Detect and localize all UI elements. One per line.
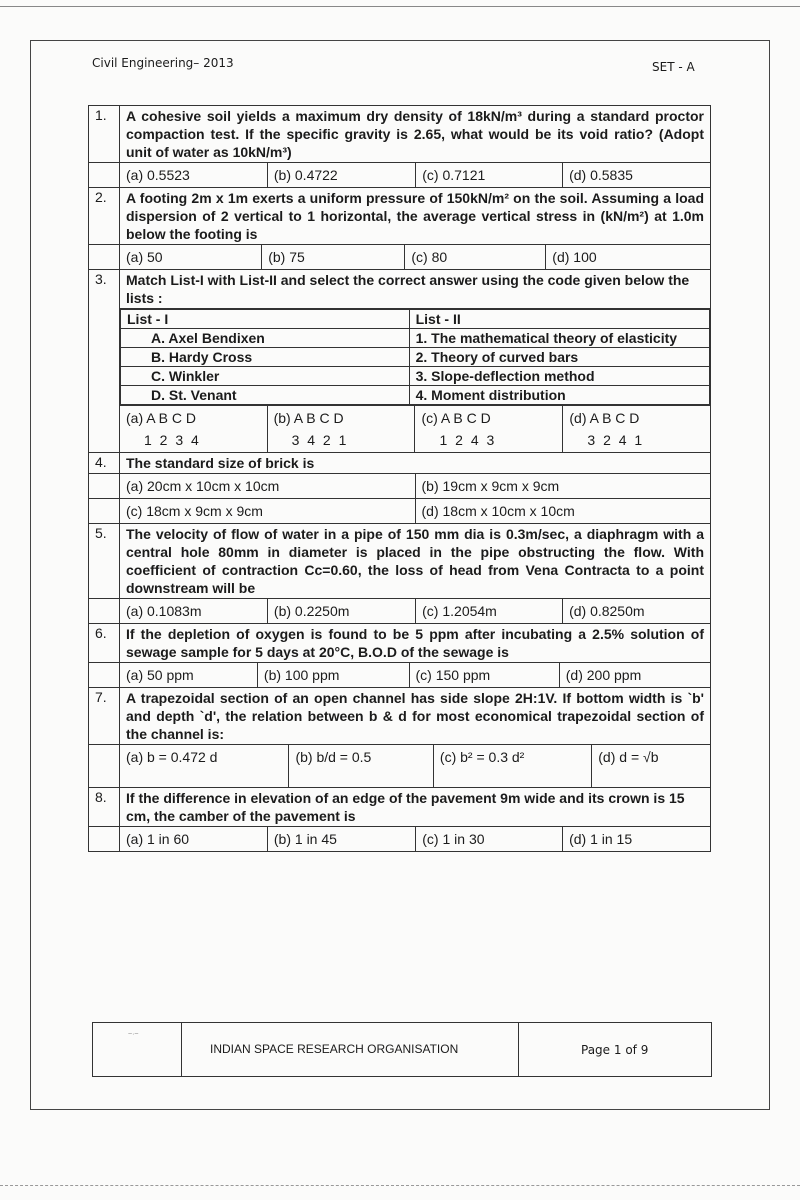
question-text: The standard size of brick is: [120, 453, 711, 474]
options-row: [89, 827, 711, 852]
option: (c) 18cm x 9cm x 9cm: [126, 503, 263, 519]
question-text: A trapezoidal section of an open channel has side slope 2H:1V. If bottom width is `b' and depth `d', the relation between b & d for most economical trapezoidal section of the channel is:: [120, 688, 711, 745]
set-label: SET - A: [652, 60, 695, 74]
question-text: Match List-I with List-II and select the correct answer using the code given below the lists :: [120, 270, 711, 309]
option: (b) 1 in 45: [267, 827, 415, 851]
options-row: [89, 245, 711, 270]
option: (a) 1 in 60: [126, 831, 190, 847]
question-row: [89, 624, 711, 663]
list1-item: B. Hardy Cross: [121, 348, 410, 367]
question-row: [89, 188, 711, 245]
options-row: [89, 745, 711, 788]
question-row: [89, 524, 711, 599]
code-option: (a) A B C D 1 2 3 4: [126, 410, 201, 448]
footer: [92, 1022, 712, 1077]
list2-item: 3. Slope-deflection method: [409, 367, 709, 386]
question-text: A cohesive soil yields a maximum dry density of 18kN/m³ during a standard proctor compaction test. If the specific gravity is 2.65, what would be its void ratio? (Adopt unit of water as 10kN/m³): [120, 106, 711, 163]
list1-item: C. Winkler: [121, 367, 410, 386]
option: (d) 1 in 15: [563, 827, 710, 851]
option: (a) 50 ppm: [126, 667, 194, 683]
isro-logo-icon: ~·~: [93, 1023, 182, 1076]
option: (c) 1 in 30: [416, 827, 563, 851]
options-row: [89, 163, 711, 188]
question-row: [89, 688, 711, 745]
question-number: 5.: [89, 524, 120, 599]
question-number: 1.: [89, 106, 120, 163]
option: (b) b/d = 0.5: [289, 745, 433, 787]
option: (c) 150 ppm: [409, 663, 559, 687]
option: (b) 0.4722: [267, 163, 415, 187]
option: (a) 50: [126, 249, 163, 265]
option: (d) 0.5835: [563, 163, 710, 187]
option: (c) 0.7121: [416, 163, 563, 187]
question-number: 6.: [89, 624, 120, 663]
option: (d) d = √b: [592, 745, 710, 787]
question-table: [88, 105, 711, 852]
question-row: [89, 453, 711, 474]
question-number: 8.: [89, 788, 120, 827]
option: (d) 100: [546, 245, 710, 269]
question-row: [89, 106, 711, 163]
question-row: [89, 270, 711, 309]
list1-header: List - I: [121, 310, 410, 329]
code-option: (c) A B C D 1 2 4 3: [415, 406, 563, 452]
option: (a) 0.1083m: [126, 603, 202, 619]
options-row: [89, 599, 711, 624]
option: (a) 20cm x 10cm x 10cm: [126, 478, 280, 494]
options-row: [89, 663, 711, 688]
page-number: Page 1 of 9: [581, 1043, 649, 1057]
list2-item: 4. Moment distribution: [409, 386, 709, 405]
question-number: 3.: [89, 270, 120, 453]
list2-item: 2. Theory of curved bars: [409, 348, 709, 367]
option: (c) 80: [405, 245, 546, 269]
bottom-rule: [0, 1185, 800, 1186]
option: (c) 1.2054m: [416, 599, 563, 623]
options-row: [89, 474, 711, 499]
option: (b) 75: [262, 245, 405, 269]
list1-item: D. St. Venant: [121, 386, 410, 405]
question-text: If the depletion of oxygen is found to be 5 ppm after incubating a 2.5% solution of sewage sample for 5 days at 20°C, B.O.D of the sewage is: [120, 624, 711, 663]
subject-header: Civil Engineering– 2013: [92, 56, 234, 70]
question-number: 4.: [89, 453, 120, 474]
options-row: [89, 499, 711, 524]
top-rule: [0, 6, 800, 7]
question-number: 2.: [89, 188, 120, 245]
question-text: A footing 2m x 1m exerts a uniform pressure of 150kN/m² on the soil. Assuming a load dispersion of 2 vertical to 1 horizontal, the average vertical stress in (kN/m²) at 1.0m below the footing is: [120, 188, 711, 245]
option: (a) b = 0.472 d: [126, 749, 218, 765]
list2-header: List - II: [409, 310, 709, 329]
list1-item: A. Axel Bendixen: [121, 329, 410, 348]
option: (b) 0.2250m: [267, 599, 415, 623]
option: (a) 0.5523: [126, 167, 190, 183]
question-row: [89, 788, 711, 827]
code-option: (d) A B C D 3 2 4 1: [563, 406, 710, 452]
option: (b) 19cm x 9cm x 9cm: [415, 474, 710, 498]
option: (d) 200 ppm: [559, 663, 710, 687]
code-option: (b) A B C D 3 4 2 1: [267, 406, 415, 452]
organisation-name: INDIAN SPACE RESEARCH ORGANISATION: [182, 1023, 519, 1076]
option: (d) 0.8250m: [563, 599, 710, 623]
match-lists-row: [89, 309, 711, 406]
question-text: The velocity of flow of water in a pipe of 150 mm dia is 0.3m/sec, a diaphragm with a central hole 80mm in diameter is placed in the pipe obstructing the flow. With coefficient of contraction Cc=0.60, the loss of head from Vena Contracta to a point downstream will be: [120, 524, 711, 599]
match-lists: [120, 309, 710, 405]
question-number: 7.: [89, 688, 120, 745]
list2-item: 1. The mathematical theory of elasticity: [409, 329, 709, 348]
codes-row: [89, 406, 711, 453]
question-text: If the difference in elevation of an edge of the pavement 9m wide and its crown is 15 cm, the camber of the pavement is: [120, 788, 711, 827]
option: (b) 100 ppm: [257, 663, 409, 687]
option: (d) 18cm x 10cm x 10cm: [415, 499, 710, 523]
option: (c) b² = 0.3 d²: [433, 745, 591, 787]
